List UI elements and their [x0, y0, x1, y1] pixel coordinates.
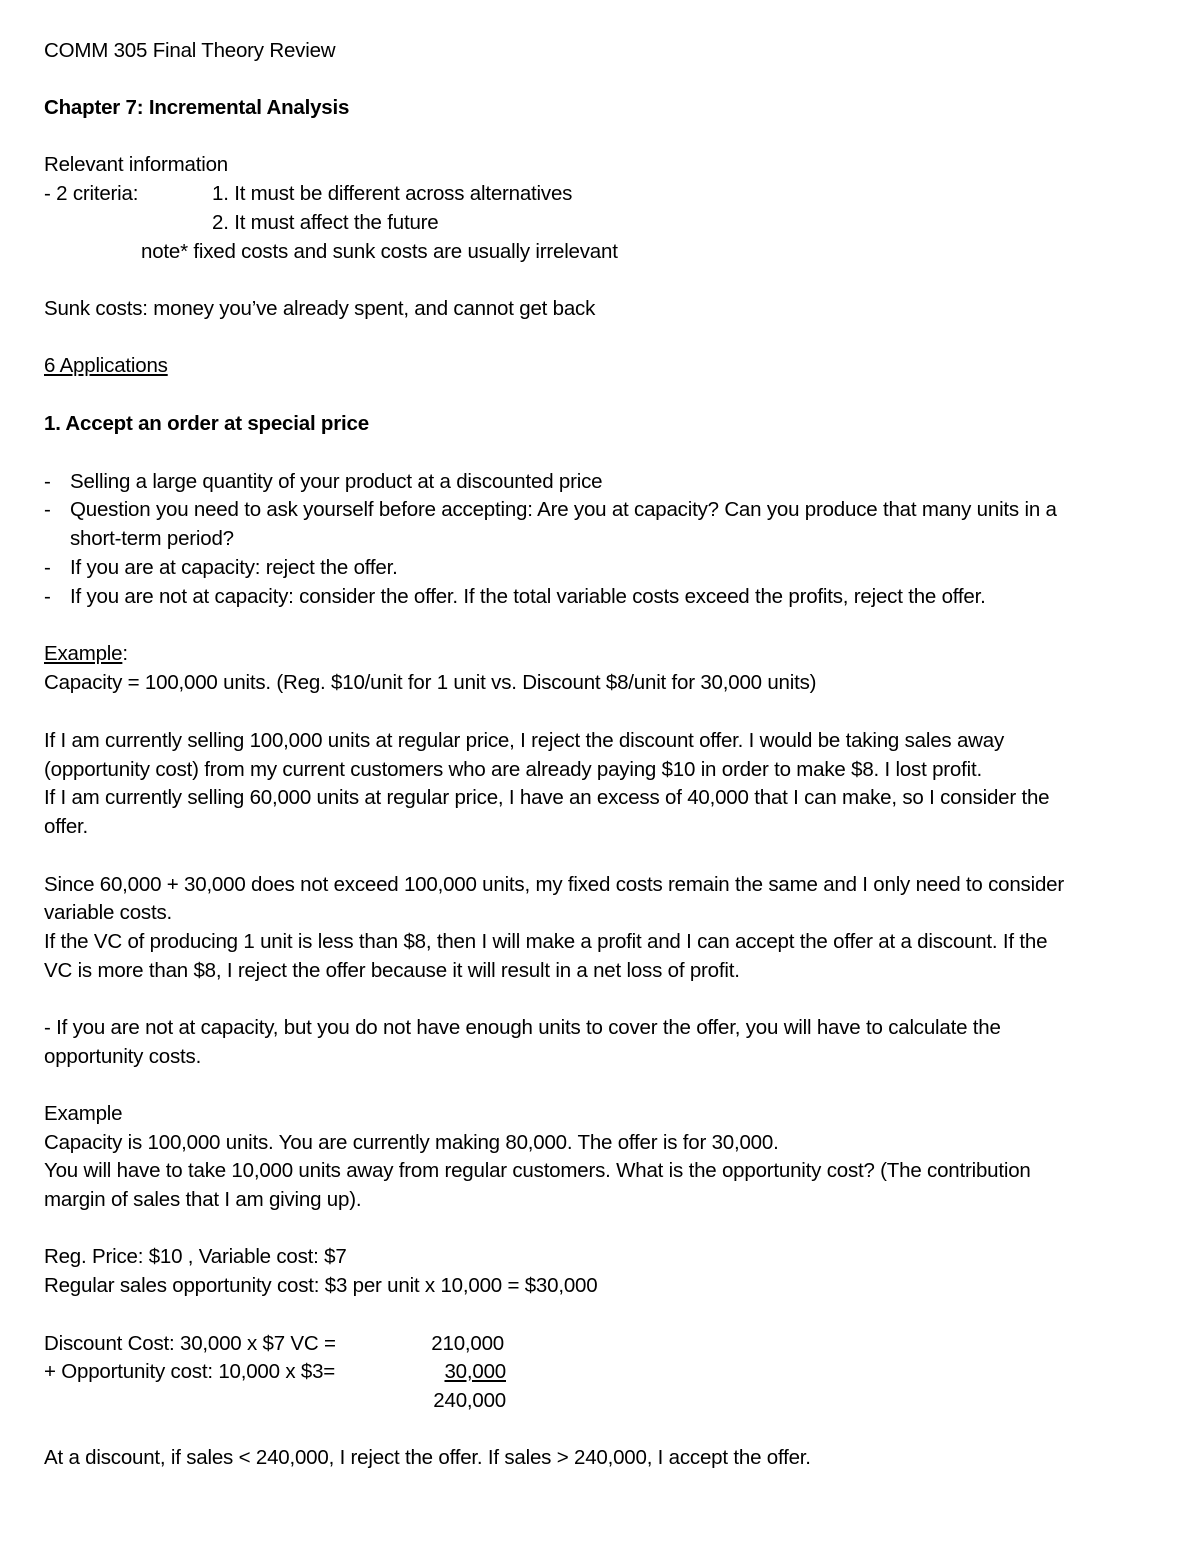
- discount-cost-value: 210,000: [431, 1332, 504, 1355]
- paragraph-line: - If you are not at capacity, but you do not have enough units to cover the offer, you will have to calculate the: [44, 1016, 1001, 1039]
- opportunity-cost-line: Regular sales opportunity cost: $3 per unit x 10,000 = $30,000: [44, 1274, 598, 1297]
- application-1-heading: 1. Accept an order at special price: [44, 412, 369, 435]
- sunk-costs-definition: Sunk costs: money you’ve already spent, and cannot get back: [44, 297, 596, 320]
- chapter-heading: Chapter 7: Incremental Analysis: [44, 96, 350, 119]
- example-2-line: Capacity is 100,000 units. You are currently making 80,000. The offer is for 30,000.: [44, 1131, 779, 1154]
- example-2-label: Example: [44, 1102, 123, 1125]
- example-1-label: [44, 639, 128, 668]
- paragraph-line: VC is more than $8, I reject the offer because it will result in a net loss of profit.: [44, 959, 740, 982]
- opportunity-cost-label: + Opportunity cost: 10,000 x $3=: [44, 1360, 336, 1383]
- bullet-item-continuation: short-term period?: [70, 527, 234, 550]
- example-2-line: You will have to take 10,000 units away from regular customers. What is the opportunity cost? (The contribution: [44, 1159, 1031, 1182]
- paragraph-line: If the VC of producing 1 unit is less than $8, then I will make a profit and I can accept the offer at a discount. If the: [44, 930, 1048, 953]
- paragraph-line: variable costs.: [44, 901, 173, 924]
- applications-heading: 6 Applications: [44, 354, 168, 377]
- paragraph-line: opportunity costs.: [44, 1045, 202, 1068]
- irrelevant-costs-note: note* fixed costs and sunk costs are usually irrelevant: [141, 240, 618, 263]
- criterion-2: 2. It must affect the future: [212, 211, 439, 234]
- bullet-item: Question you need to ask yourself before accepting: Are you at capacity? Can you produce that many units in a: [70, 498, 1057, 521]
- relevant-info-heading: Relevant information: [44, 153, 229, 176]
- bullet-item: If you are at capacity: reject the offer.: [70, 556, 398, 579]
- conclusion-line: At a discount, if sales < 240,000, I reject the offer. If sales > 240,000, I accept the offer.: [44, 1446, 811, 1469]
- paragraph-line: If I am currently selling 100,000 units at regular price, I reject the discount offer. I would be taking sales away: [44, 729, 1005, 752]
- example-2-line: margin of sales that I am giving up).: [44, 1188, 362, 1211]
- discount-cost-label: Discount Cost: 30,000 x $7 VC =: [44, 1332, 336, 1355]
- criteria-label: - 2 criteria:: [44, 182, 139, 205]
- paragraph-line: Since 60,000 + 30,000 does not exceed 100,000 units, my fixed costs remain the same and I only need to consider: [44, 873, 1064, 896]
- paragraph-line: offer.: [44, 815, 89, 838]
- bullet-item: Selling a large quantity of your product at a discounted price: [70, 470, 603, 493]
- bullet-marker: -: [44, 585, 51, 608]
- example-1-capacity: Capacity = 100,000 units. (Reg. $10/unit for 1 unit vs. Discount $8/unit for 30,000 units): [44, 671, 817, 694]
- document-title: COMM 305 Final Theory Review: [44, 39, 336, 62]
- bullet-marker: -: [44, 498, 51, 521]
- example-1-label-text: Example: [44, 642, 123, 665]
- opportunity-cost-value: 30,000: [444, 1360, 506, 1383]
- total-cost-value: 240,000: [433, 1389, 506, 1412]
- paragraph-line: If I am currently selling 60,000 units at regular price, I have an excess of 40,000 that I can make, so I consider the: [44, 786, 1050, 809]
- pricing-line: Reg. Price: $10 , Variable cost: $7: [44, 1245, 347, 1268]
- bullet-marker: -: [44, 470, 51, 493]
- bullet-marker: -: [44, 556, 51, 579]
- paragraph-line: (opportunity cost) from my current customers who are already paying $10 in order to make $8. I lost profit.: [44, 758, 982, 781]
- criterion-1: 1. It must be different across alternatives: [212, 182, 573, 205]
- example-1-colon: :: [122, 642, 128, 665]
- bullet-item: If you are not at capacity: consider the offer. If the total variable costs exceed the profits, reject the offer.: [70, 585, 986, 608]
